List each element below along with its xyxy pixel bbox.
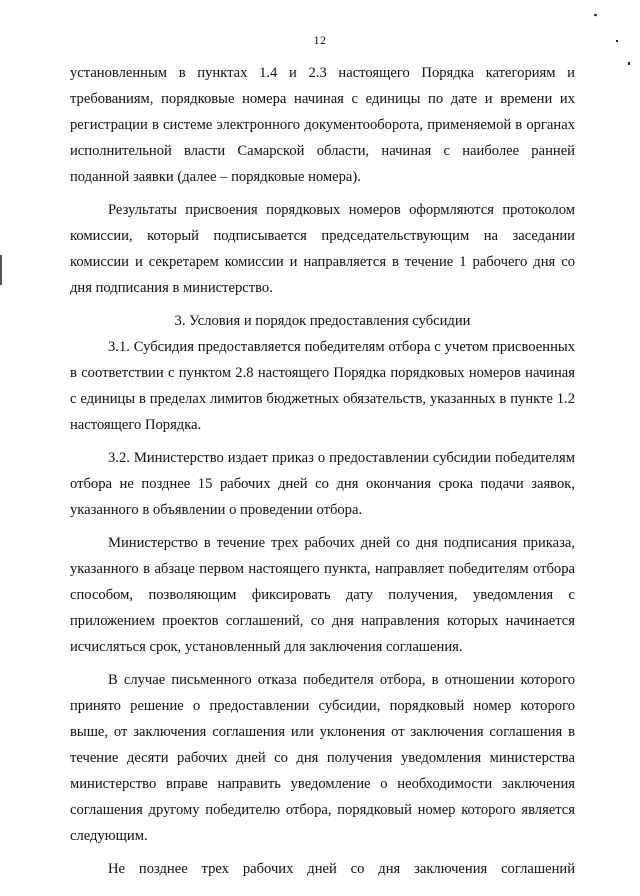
paragraph-notification: Министерство в течение трех рабочих дней со дня подписания приказа, указанного в абзаце первом настоящего пункта, направляет победителям отбора способом, позволяющим фиксировать дату получения, уведомления с приложением проектов соглашений, со дня направления которых начинается исчисляться срок, установленный для заключения соглашения. (70, 535, 575, 655)
scan-speck (628, 62, 630, 65)
document-body (70, 60, 575, 882)
paragraph-3-1: 3.1. Субсидия предоставляется победителям отбора с учетом присвоенных в соответствии с пунктом 2.8 настоящего Порядка порядковых номеров начиная с единицы в пределах лимитов бюджетных обязательств, указанных в пункте 1.2 настоящего Порядка. (70, 339, 575, 433)
scan-edge-mark (0, 255, 2, 285)
scan-speck (594, 13, 598, 16)
paragraph-protocol-results: Результаты присвоения порядковых номеров оформляются протоколом комиссии, который подписывается председательствующим на заседании комиссии и секретарем комиссии и направляется в течение 1 рабочего дня со дня подписания в министерство. (70, 202, 575, 296)
paragraph-continuation: установленным в пунктах 1.4 и 2.3 настоящего Порядка категориям и требованиям, порядковые номера начиная с единицы по дате и времени их регистрации в системе электронного документооборота, применяемой в органах исполнительной власти Самарской области, начиная с наиболее ранней поданной заявки (далее – порядковые номера). (70, 65, 575, 185)
page-number: 12 (313, 33, 327, 47)
paragraph-agreements: Не позднее трех рабочих дней со дня заключения соглашений (108, 861, 575, 877)
section-heading: 3. Условия и порядок предоставления субсидии (174, 313, 471, 329)
paragraph-refusal: В случае письменного отказа победителя отбора, в отношении которого принято решение о предоставлении субсидии, порядковый номер которого выше, от заключения соглашения или уклонения от заключения соглашения в течение десяти рабочих дней со дня получения уведомления министерства министерство вправе направить уведомление о необходимости заключения соглашения другому победителю отбора, порядковый номер которого является следующим. (70, 672, 575, 844)
paragraph-3-2: 3.2. Министерство издает приказ о предоставлении субсидии победителям отбора не позднее 15 рабочих дней со дня окончания срока подачи заявок, указанного в объявлении о проведении отбора. (70, 450, 575, 518)
